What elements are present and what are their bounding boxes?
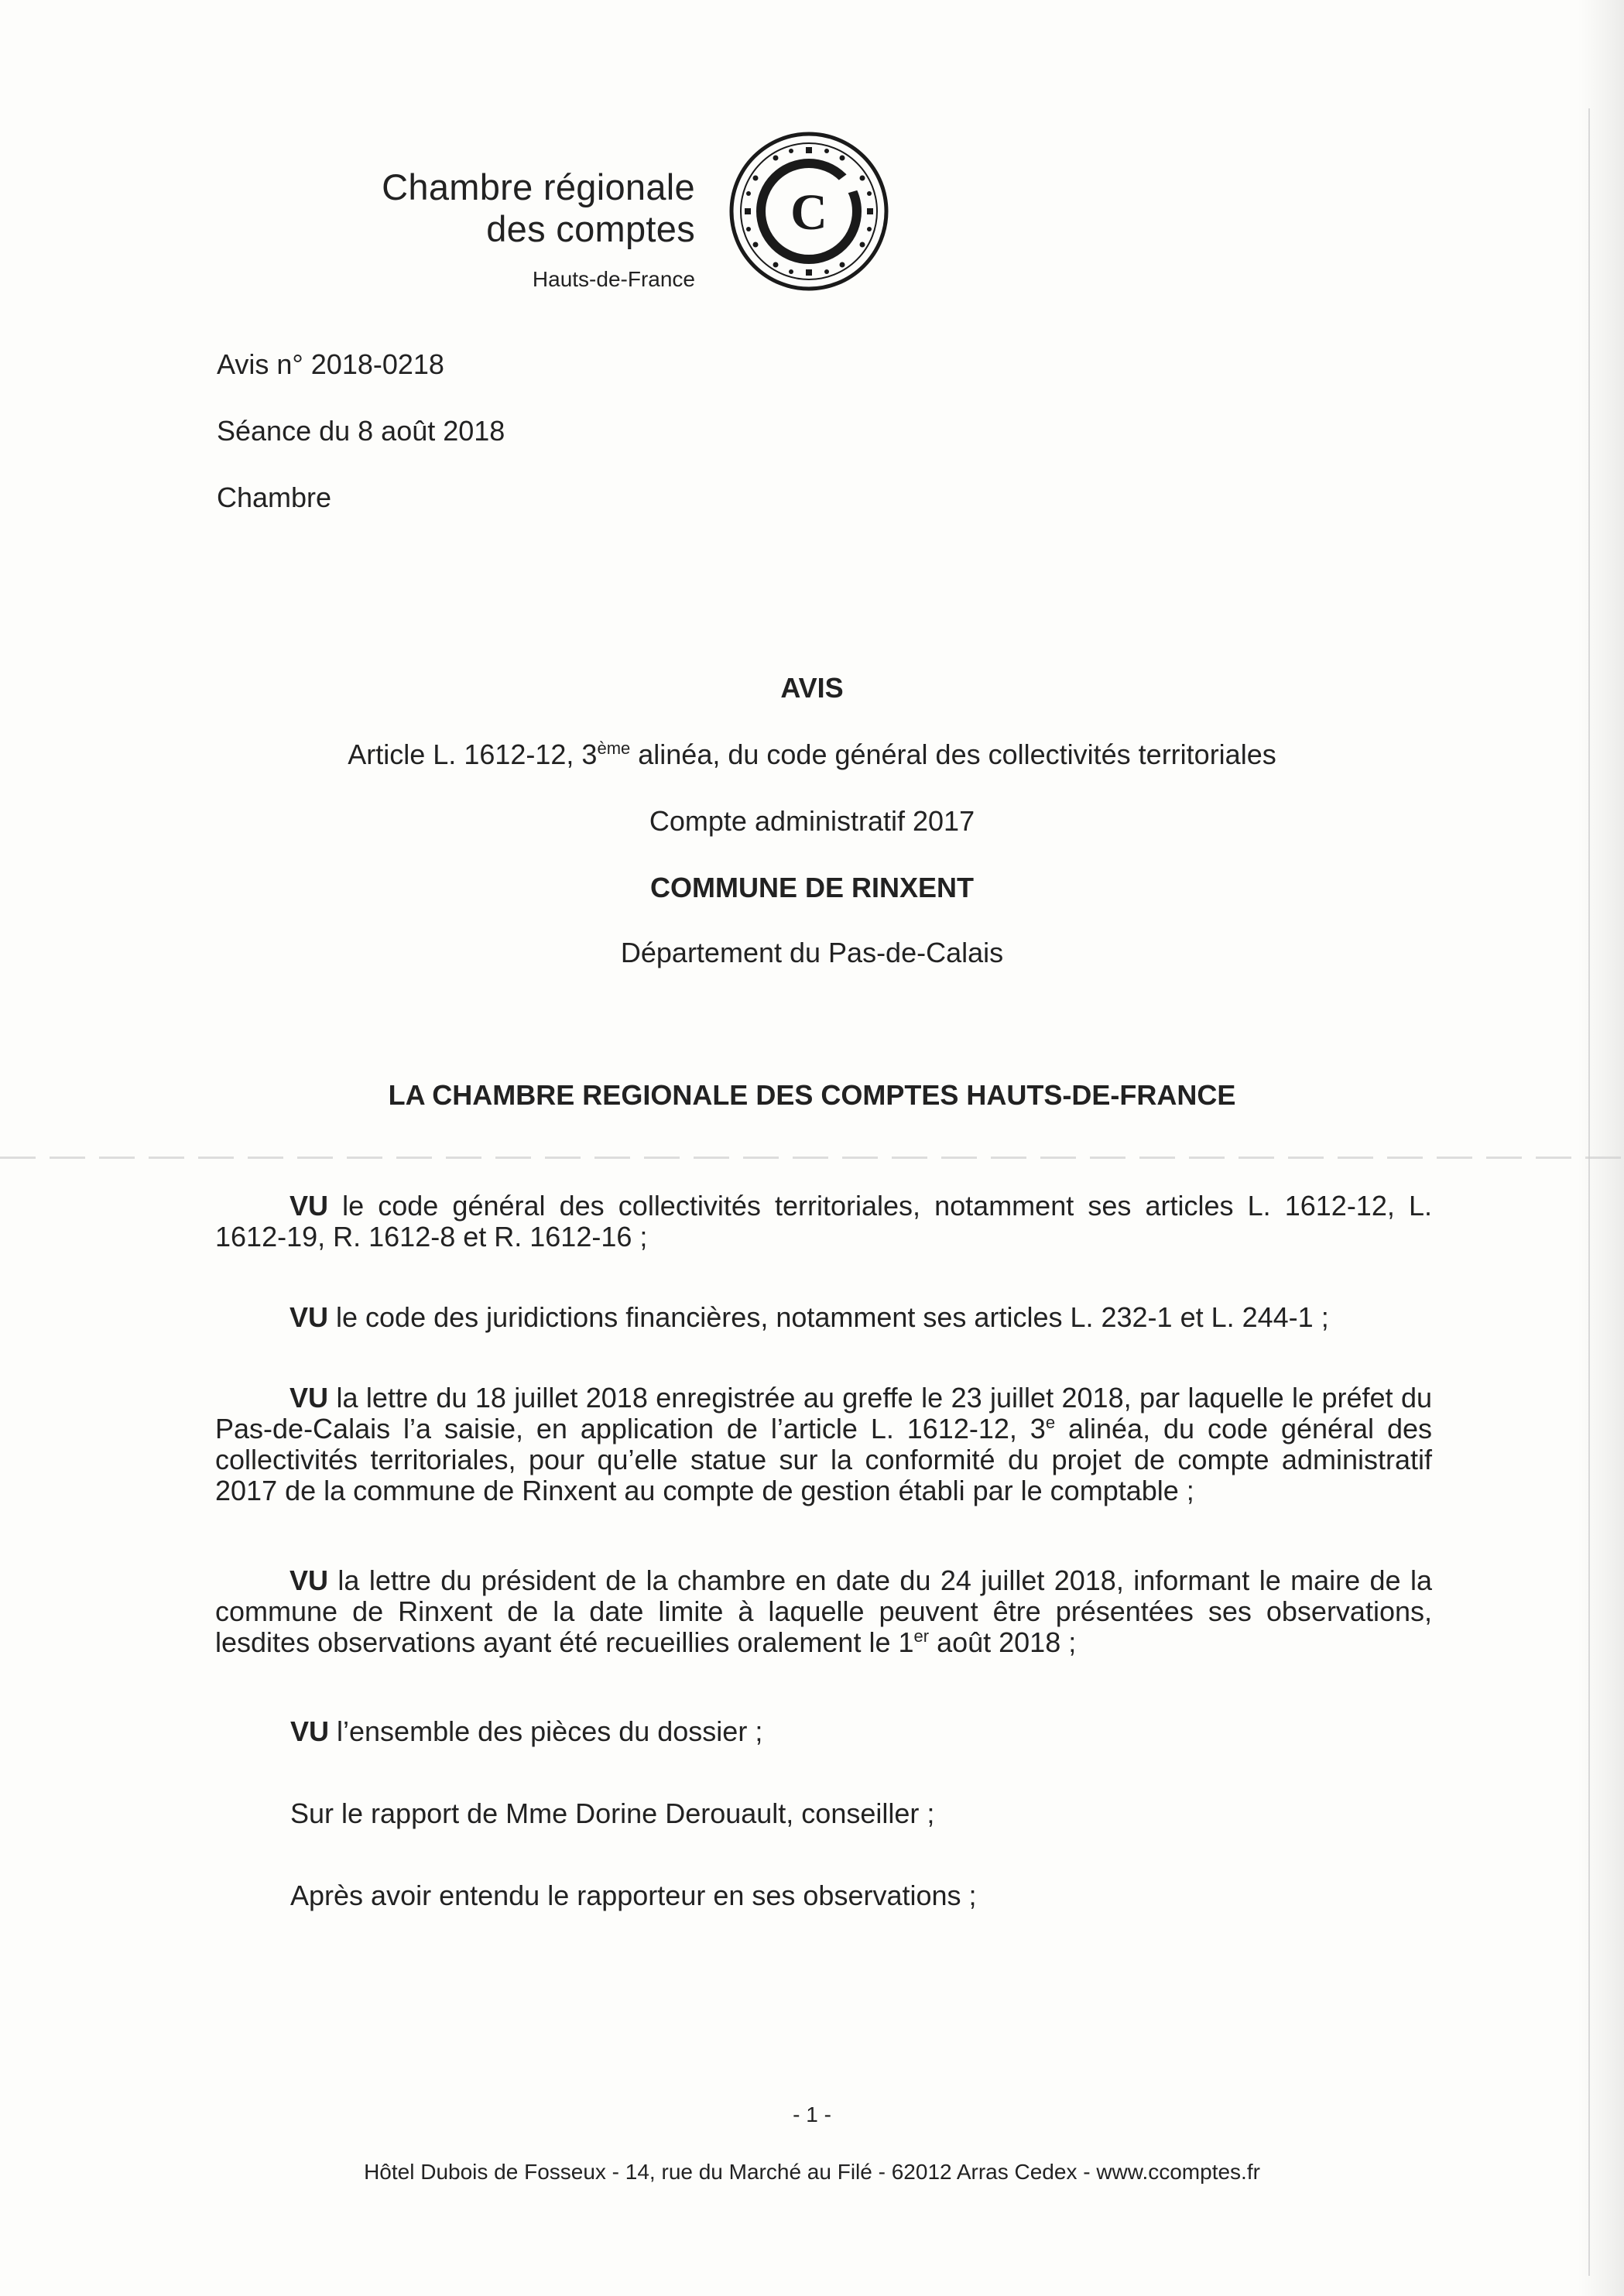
formation: Chambre (217, 481, 332, 513)
visa-label: VU (290, 1564, 329, 1596)
article-prefix: Article L. 1612-12, 3 (348, 738, 598, 770)
visa-paragraph-2 (215, 1302, 1432, 1333)
article-superscript: ème (597, 738, 631, 758)
seance-date: Séance du 8 août 2018 (217, 415, 505, 447)
departement: Département du Pas-de-Calais (620, 937, 1004, 968)
visa-label: VU (290, 1190, 329, 1222)
visa-label: VU (290, 1382, 329, 1414)
institution-region: Hauts-de-France (532, 267, 695, 291)
article-reference (0, 738, 1624, 771)
visa-text-continued: août 2018 ; (929, 1626, 1077, 1658)
avis-title: AVIS (780, 672, 844, 704)
visa-text-continued: alinéa, du code général des collectivités territoriales, pour qu’elle statue sur la conformité du projet de compte administratif 2017 de la commune de Rinxent au compte de gestion établi par le comptable ; (215, 1413, 1432, 1506)
visa-paragraph-5 (290, 1715, 762, 1748)
visa-paragraph-1 (215, 1191, 1432, 1253)
compte-administratif: Compte administratif 2017 (649, 805, 975, 837)
paper-fold-line (0, 1157, 1624, 1159)
visa-superscript: e (1045, 1413, 1056, 1432)
visa-text: la lettre du 18 juillet 2018 enregistrée au greffe le 23 juillet 2018, par laquelle le préfet du Pas-de-Calais l’a saisie, en application de l’article L. 1612-12, 3 (215, 1382, 1432, 1444)
visa-text: le code des juridictions financières, notamment ses articles L. 232-1 et L. 244-1 ; (328, 1301, 1329, 1333)
institution-name-line2: des comptes (486, 208, 695, 249)
visa-paragraph-3 (215, 1383, 1432, 1506)
visa-text: la lettre du président de la chambre en date du 24 juillet 2018, informant le maire de la commune de Rinxent de la date limite à laquelle peuvent être présentées ses observations, lesdites observations ayant été recueillies oralement le 1 (215, 1564, 1432, 1658)
article-suffix: alinéa, du code général des collectivités territoriales (630, 738, 1276, 770)
visa-superscript: er (913, 1626, 930, 1646)
chamber-heading: LA CHAMBRE REGIONALE DES COMPTES HAUTS-DE-FRANCE (388, 1079, 1236, 1111)
visa-text: le code général des collectivités territoriales, notamment ses articles L. 1612-12, L. 1612-19, R. 1612-8 et R. 1612-16 ; (215, 1190, 1432, 1253)
apres-line: Après avoir entendu le rapporteur en ses observations ; (290, 1880, 977, 1911)
visa-label: VU (290, 1715, 330, 1747)
visa-text: l’ensemble des pièces du dossier ; (329, 1715, 763, 1747)
rapport-line: Sur le rapport de Mme Dorine Derouault, conseiller ; (290, 1797, 935, 1829)
seal-letter: C (790, 184, 827, 241)
ccomptes-seal-logo (728, 130, 890, 293)
page-number: - 1 - (793, 2102, 831, 2126)
page-edge-shadow (1578, 0, 1624, 2296)
visa-label: VU (290, 1301, 329, 1333)
avis-number: Avis n° 2018-0218 (217, 348, 444, 380)
visa-paragraph-4 (215, 1565, 1432, 1658)
page-edge-line (1588, 108, 1590, 2276)
commune-name: COMMUNE DE RINXENT (649, 872, 974, 903)
footer-address: Hôtel Dubois de Fosseux - 14, rue du Marché au Filé - 62012 Arras Cedex - www.ccomptes.fr (364, 2160, 1260, 2184)
institution-header (382, 166, 695, 293)
institution-name-line1: Chambre régionale (382, 166, 695, 207)
